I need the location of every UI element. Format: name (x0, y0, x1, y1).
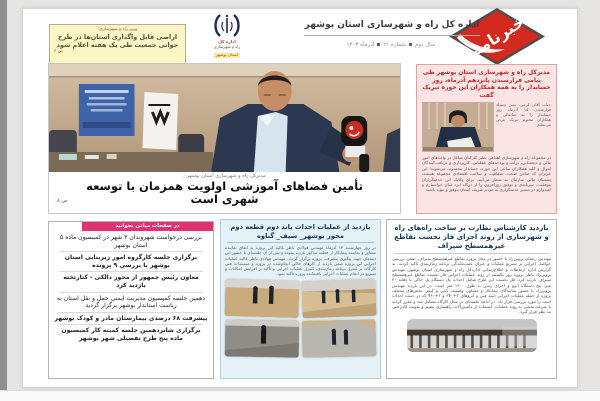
khabarnameh-diamond-logo (449, 8, 545, 65)
index-separator (59, 324, 203, 325)
issue-year: سال دوم (414, 42, 436, 48)
index-header: در صفحات میانی بخوانید (82, 222, 213, 231)
site-photo-2 (224, 279, 299, 318)
message-side-text: جناب آقای کرمی، بدین وسیله فرارسیدن ۱۵ آذرماه روز حسابدار را به جنابعالی و همکاران محترم تبریک عرض می‌نمایم (496, 102, 551, 127)
siraf-article-title: بازدید کارشناس نظارت بر ساخت راه‌های راه و شهرسازی از روند اجرای فاز نخست تقاطع غیرهمسطح سیراف (394, 224, 549, 250)
index-separator (59, 292, 203, 293)
siraf-interchange-article (386, 219, 557, 379)
viewer-left-margin (0, 0, 7, 390)
title-divider (227, 242, 374, 243)
teaser-title: اراضی قابل واگذاری استان‌ها در طرح جوانی جمعیت طی یک هفته اعلام شود (56, 33, 179, 49)
newsletter-name: خبرنامه (467, 11, 528, 61)
message-body: در مجموعه راه و شهرسازی اهدافی نظیر کارکنان شاغل در واحدهای امور مالی و ذیحسابی، درآمد و بودجه‌های عملیاتی، کارپردازی و دریافت‌کنندگان اموال و کلیه همکاران ساعی این حوزه، حسابدار محسوب می‌شوند؛ این عزیزان که ضامن صحت، شفافیت و سلامت اقتصادی مجموعه هستند، پشتیبان مالی سازمان به شمار می‌آیند. برای یکایک این خدمتگزاران موفقیت، سربلندی و توفیق روزافزون را از درگاه ایزد منان خواستارم و امیدوارم در مسیر خدمتگزاری به مردم شریف استان موفق و مؤید باشید. (422, 155, 551, 193)
message-title: مدیرکل راه و شهرسازی استان بوشهر طی پیامی فرارسیدن پانزدهم آذرماه، روز حسابدار را به همه همکاران این حوزه تبریک گفت (422, 69, 551, 99)
index-separator (59, 271, 203, 272)
masthead-rule (304, 35, 480, 36)
iran-government-emblem-icon (210, 13, 244, 39)
emblem-caption-line1: اداره کل (218, 39, 236, 44)
lead-article (48, 63, 401, 214)
index-separator (59, 251, 203, 252)
teaser-kicker: وزیر راه و شهرسازی: (97, 27, 138, 32)
index-separator (59, 312, 203, 313)
site-photo-3 (302, 319, 377, 358)
index-item: برگزاری جلسه کارگروه امور زیربنایی استان بوشهر با بررسی ۹ پرونده (64, 254, 198, 269)
separator-square-icon (409, 43, 412, 46)
teaser-page-ref: ص ۳ (54, 49, 63, 54)
visit-article-title: بازدید از عملیات احداث باند دوم قطعه دوم محور بوشهر_ سیف_ گناوه (230, 223, 371, 240)
masthead-issue-line (311, 42, 471, 48)
site-photo-collage (225, 280, 376, 357)
message-photo-director-desk (422, 102, 494, 152)
accountant-day-message-box (416, 64, 557, 214)
siraf-article-body: مهندس رحمان پروین‌راد با حضور در محل پروژه تقاطع غیرهمسطح سیراف، ضمن بررسی حواصل اجرایی بر تسریع عملیات و جبران عقب‌ماندگی برنامه زمان‌بندی تأکید کردند. به گزارش اداره ارتباطات و اطلاع‌رسانی اداره‌کل راه و شهرسازی استان بوشهر، مهندس پروین‌راد ناظر پروژه روز یکشنبه از روند عملیات اجرایی فاز نخست تقاطع غیرهمسطح سیراف بازدید کرد. فاز نخست این طرح شامل احداث یک دستگاه پل خاکی با دهانه ۳۰ متر، پنج دستگاه آبرو و اجرای زمین به طول ۱۳۰۰ متر است. در این بازدید مهندس پروین‌راد با حضور نمایندگان پیمانکار و مشاور، وضعیت کمی و کیفی بخش‌های مختلف پروژه از جمله عملیات اجرایی ابنیه فنی و آبروهای ۲+۳۴۰ و ۲+۹۶۰ که در دست احداث است را مورد بررسی قرار داد. در ادامه جلسه‌ای در محل کارگاه تشکیل شد و مقرر گردید با سرعت‌بخشی به روند عملیات، استفاده از ماشین‌آلات راهسازی بیشتر و تقویت کادر فنی مد نظر قرار گیرد. (392, 257, 551, 316)
lead-photo-caption: مدیرکل راه و شهرسازی استان بوشهر : (183, 173, 266, 179)
index-item: بررسی درخواست شهروندان ۳ شهر در کمیسیون ماده ۵ استان بوشهر (59, 234, 202, 249)
visit-article-body: در روز چهارشنبه ۱۳ آذرماه مهندس فولادی ناظر عالیه این پروژه به اتفاق نماینده مشاور و نماینده پیمانکار از قطعه مذکور بازدید نموده و پس از آن جلسه‌ای با حضور این ذینفعان جهت پیگیری پیشرفت پروژه برگزار گردید. مهندس فولادی ناظر عالیه عملیات اجرایی این پروژه ضمن بازدید از کارهای خاکی انجام‌شده در پروژه و مستندات فنی کارگاه، بر کنترل برنامه زمان‌بندی، کنترل عملیات اجرایی و تأکید بر افزایش امکانات و تسریع در انجام عملیات اجرایی باقیمانده پروژه تأکید نمود. (225, 245, 376, 277)
index-item: دهمین جلسه کمیسیون مدیریت ایمنی حمل و نقل استان به ریاست استاندار بوشهر برگزار گردید (56, 294, 206, 310)
inside-pages-index (48, 221, 214, 379)
masthead-org-title: اداره کل راه و شهرسازی استان بوشهر (304, 20, 480, 30)
site-photo-4 (225, 319, 300, 357)
lead-photo-interview (49, 64, 400, 172)
index-item: برگزاری شانزدهمین جلسه کمیته کار کمیسیون ماده پنج طرح تفصیلی شهر بوشهر (61, 327, 201, 342)
emblem-caption-line2: راه و شهرسازی (213, 43, 241, 49)
second-lane-visit-article (220, 219, 381, 379)
index-item: پیشرفت ۶۸ درصدی بیمارستان مادر و کودک بوشهر (54, 314, 208, 322)
separator-square-icon (377, 43, 380, 46)
government-emblem-block (199, 13, 255, 63)
viaduct-photo (407, 319, 537, 352)
index-item: معاون رئیس جمهور از محور دالکی - کنارتخته بازدید کرد (63, 274, 199, 289)
site-photo-1 (301, 279, 376, 319)
viewer-bottom-margin (0, 390, 600, 401)
issue-month: آذرماه ۱۴۰۳ (346, 42, 375, 48)
lead-headline: تأمین فضاهای آموزشی اولویت همزمان با توسعه شهری است (86, 179, 363, 206)
newspaper-page (22, 8, 578, 388)
title-divider (394, 253, 549, 254)
diamond-logo-icon (449, 8, 545, 65)
lead-page-ref: ص ۸ (57, 198, 68, 204)
emblem-caption-line3: استان بوشهر (215, 52, 239, 57)
issue-number: شماره ۲۱ (383, 42, 406, 48)
